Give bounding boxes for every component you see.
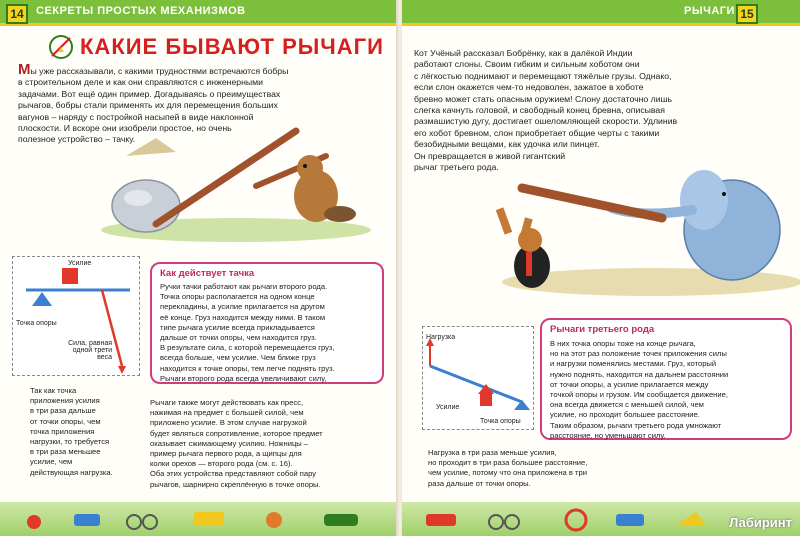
press-line: нажимая на предмет с большей силой, чем xyxy=(150,408,304,418)
intro-line: если слон окажется чем-то недоволен, зажатое в хоботе xyxy=(414,82,644,93)
box-line: типе рычага усилие всегда прикладывается xyxy=(160,322,315,332)
box-line: дальше от точки опоры, чем находится груз. xyxy=(160,333,317,343)
right-lever-diagram-art xyxy=(422,326,534,430)
label-fulcrum: Точка опоры xyxy=(16,320,57,327)
side-line: нагрузки, то требуется xyxy=(30,437,110,447)
label-effort-right: Усилие xyxy=(436,404,460,411)
intro-line: Он превращается в живой гигантский xyxy=(414,150,566,161)
press-line: колки орехов — второго рода (см. с. 16). xyxy=(150,459,293,469)
press-line: пример рычага первого рода, а щипцы для xyxy=(150,449,302,459)
intro-line: слегка качнуть головой, и свободный конец бревна, описывая xyxy=(414,105,665,116)
side-line: точка приложения xyxy=(30,426,95,436)
intro-line: вагунов – наряду с постройкой насыпей в виде наклонной xyxy=(18,111,254,122)
press-line: оказывает сжимающему усилию. Ножницы – xyxy=(150,438,309,448)
press-line: рычагов, шарнирно скреплённую в точке опоры. xyxy=(150,479,321,489)
intro-line: рычагов, бобры стали применять их для перемещения больших xyxy=(18,100,278,111)
box-line: Рычаги второго рода всегда увеличивают силу, xyxy=(160,373,327,383)
press-line: будет являться сопротивление, которое предмет xyxy=(150,428,323,438)
intro-line: плоскости. И вскоре они изобрели простое, но очень xyxy=(18,123,232,134)
box-line: В них точка опоры тоже на конце рычага, xyxy=(550,339,696,348)
intro-line: бревно может стать опасным оружием! Слону достаточно лишь xyxy=(414,93,673,104)
box-line: всегда больше, чем усилие. Чем ближе груз xyxy=(160,353,316,363)
wheelbarrow-heading: Как действует тачка xyxy=(160,268,255,279)
side-line: в три раза меньшее xyxy=(30,447,101,457)
watermark-logo: Лабиринт xyxy=(729,515,792,530)
left-section-title: СЕКРЕТЫ ПРОСТЫХ МЕХАНИЗМОВ xyxy=(36,5,246,17)
bottom-line: раза дальше от точки опоры. xyxy=(428,478,531,488)
intro-line: работают слоны. Своим гибким и сильным хоботом они xyxy=(414,59,640,70)
side-line: от точки опоры, чем xyxy=(30,416,101,426)
box-line: от точки опоры, а усилие прилагается между xyxy=(550,379,709,389)
label-effort: Усилие xyxy=(68,260,92,267)
intro-line: рычаг третьего рода. xyxy=(414,162,499,173)
side-line: приложения усилия xyxy=(30,396,100,406)
label-load-line: веса xyxy=(97,354,112,361)
third-class-text xyxy=(550,339,784,441)
box-line: она всегда движется с меньшей силой, чем xyxy=(550,400,704,410)
third-class-heading: Рычаги третьего рода xyxy=(550,324,655,335)
box-line: нужно поднять, находится на дальнем расстоянии xyxy=(550,369,729,379)
intro-line: ы уже рассказывали, с какими трудностями встречаются бобры xyxy=(30,66,289,76)
box-line: усилие, но проходит большее расстояние. xyxy=(550,410,700,420)
intro-line: в строительном деле и как они справляются с инженерными xyxy=(18,77,263,88)
box-line: Точка опоры располагается на одном конце xyxy=(160,292,315,302)
box-line: В результате сила, с которой перемещается груз, xyxy=(160,343,335,353)
third-class-box xyxy=(540,318,792,440)
intro-line: безобидными вещами, как удочка или пинцет. xyxy=(414,139,600,150)
box-line: находится к точке опоры, тем легче поднять груз. xyxy=(160,363,335,373)
left-page-number: 14 xyxy=(6,4,28,24)
wheelbarrow-box xyxy=(150,262,384,384)
box-line: расстояние, но уменьшают силу. xyxy=(550,430,666,440)
side-line: действующая нагрузка. xyxy=(30,467,113,477)
side-line: в три раза дальше xyxy=(30,406,96,416)
bottom-line: но проходит в три раза большее расстояние, xyxy=(428,458,588,468)
intro-line: полезное устройство – тачку. xyxy=(18,134,136,145)
left-page xyxy=(0,0,398,536)
toys-border-art xyxy=(4,504,394,534)
left-page-title: КАКИЕ БЫВАЮТ РЫЧАГИ xyxy=(80,34,384,59)
label-load: Нагрузка xyxy=(426,334,456,341)
box-line: точкой опоры и грузом. Им сообщается движение, xyxy=(550,390,728,400)
right-page xyxy=(402,0,800,536)
box-line: но на этот раз положение точек приложения силы xyxy=(550,349,727,359)
elephant-cat-illustration xyxy=(492,148,792,298)
box-line: перекладины, а усилие прилагается на другом xyxy=(160,302,325,312)
press-line: приложено усилие. В этом случае нагрузкой xyxy=(150,418,307,428)
right-section-title: РЫЧАГИ xyxy=(684,5,735,17)
label-load-line: Сила, равная xyxy=(68,340,112,347)
side-text xyxy=(30,386,150,478)
bottom-text xyxy=(428,448,668,489)
wheelbarrow-text xyxy=(160,282,376,384)
press-line: Рычаги также могут действовать как пресс, xyxy=(150,398,304,407)
intro-line: размашистую дугу, достигает ошеломляющей скорости. Удлинив xyxy=(414,116,678,127)
intro-line: Кот Учёный рассказал Бобрёнку, как в далёкой Индии xyxy=(414,48,633,58)
press-text xyxy=(150,398,386,490)
bottom-line: чем усилие, потому что она приложена в три xyxy=(428,468,587,478)
press-line: Оба этих устройства представляют собой пару xyxy=(150,469,317,479)
intro-line: задачами. Вот ещё один пример. Догадываясь о преимуществах xyxy=(18,88,281,99)
label-load-force xyxy=(56,340,112,361)
beaver-lever-illustration xyxy=(96,126,376,244)
lever-icon xyxy=(46,32,76,62)
side-line: Так как точка xyxy=(30,386,77,395)
bottom-line: Нагрузка в три раза меньше усилия, xyxy=(428,448,557,457)
label-fulcrum-right: Точка опоры xyxy=(480,418,521,425)
box-line: Ручки тачки работают как рычаги второго рода. xyxy=(160,282,328,291)
dropcap: М xyxy=(18,61,31,78)
label-load-line: одной трети xyxy=(72,347,112,354)
side-line: усилие, чем xyxy=(30,457,73,467)
intro-line: его хобот бревном, слон приобретает общие черты с такими xyxy=(414,127,660,138)
box-line: Таким образом, рычаги третьего рода умножают xyxy=(550,420,722,430)
intro-line: с лёгкостью поднимают и перемещают тяжёлые грузы. Однако, xyxy=(414,70,672,81)
right-page-number: 15 xyxy=(736,4,758,24)
box-line: и нагрузки поменялись местами. Груз, который xyxy=(550,359,717,369)
box-line: её конце. Груз находится между ними. В таком xyxy=(160,312,326,322)
